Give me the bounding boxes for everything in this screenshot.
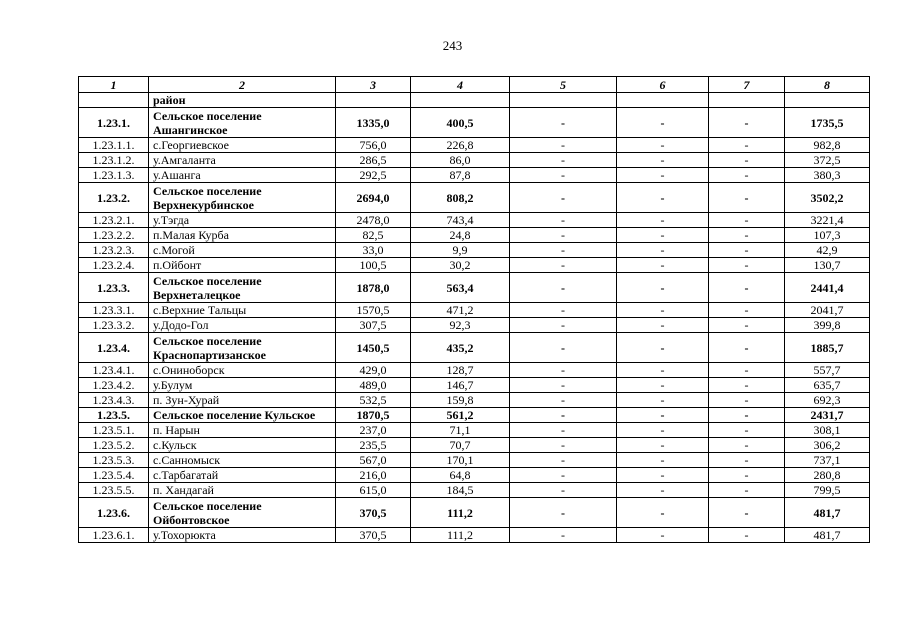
row-code: 1.23.1.	[79, 108, 149, 138]
row-code: 1.23.2.	[79, 183, 149, 213]
row-name: у.Амгаланта	[149, 153, 336, 168]
value-col-8: 380,3	[785, 168, 870, 183]
value-col-3: 307,5	[336, 318, 411, 333]
value-col-3: 235,5	[336, 438, 411, 453]
value-col-8: 1735,5	[785, 108, 870, 138]
row-code	[79, 93, 149, 108]
row-name: у.Тохорюкта	[149, 528, 336, 543]
row-code: 1.23.1.3.	[79, 168, 149, 183]
value-col-3: 2694,0	[336, 183, 411, 213]
value-col-8: 2441,4	[785, 273, 870, 303]
row-name: п. Зун-Хурай	[149, 393, 336, 408]
value-col-4: 471,2	[411, 303, 510, 318]
value-col-6: -	[617, 108, 709, 138]
value-col-6: -	[617, 453, 709, 468]
value-col-5: -	[510, 528, 617, 543]
data-table	[78, 76, 870, 543]
value-col-6: -	[617, 528, 709, 543]
row-name: Сельское поселение Ойбонтовское	[149, 498, 336, 528]
value-col-3: 370,5	[336, 498, 411, 528]
value-col-6: -	[617, 138, 709, 153]
value-col-4: 87,8	[411, 168, 510, 183]
value-col-4: 111,2	[411, 498, 510, 528]
value-col-7: -	[709, 483, 785, 498]
value-col-4: 111,2	[411, 528, 510, 543]
row-code: 1.23.2.2.	[79, 228, 149, 243]
value-col-5	[510, 93, 617, 108]
value-col-8: 481,7	[785, 528, 870, 543]
settlement-total-row	[79, 273, 870, 303]
value-col-8: 42,9	[785, 243, 870, 258]
table-row	[79, 228, 870, 243]
value-col-8	[785, 93, 870, 108]
value-col-5: -	[510, 183, 617, 213]
row-code: 1.23.4.	[79, 333, 149, 363]
value-col-7: -	[709, 528, 785, 543]
value-col-5: -	[510, 453, 617, 468]
row-code: 1.23.5.	[79, 408, 149, 423]
value-col-7	[709, 93, 785, 108]
value-col-6: -	[617, 378, 709, 393]
value-col-6: -	[617, 183, 709, 213]
row-name: с.Тарбагатай	[149, 468, 336, 483]
value-col-4: 71,1	[411, 423, 510, 438]
table-row	[79, 318, 870, 333]
row-name: Сельское поселение Кульское	[149, 408, 336, 423]
column-header: 2	[149, 77, 336, 93]
value-col-6: -	[617, 393, 709, 408]
row-code: 1.23.3.1.	[79, 303, 149, 318]
row-name: Сельское поселение Верхнекурбинское	[149, 183, 336, 213]
row-name: п. Хандагай	[149, 483, 336, 498]
value-col-8: 1885,7	[785, 333, 870, 363]
value-col-3: 100,5	[336, 258, 411, 273]
value-col-7: -	[709, 333, 785, 363]
row-name: Сельское поселение Верхнеталецкое	[149, 273, 336, 303]
value-col-6: -	[617, 153, 709, 168]
value-col-8: 107,3	[785, 228, 870, 243]
row-name: Сельское поселение Ашангинское	[149, 108, 336, 138]
value-col-4: 170,1	[411, 453, 510, 468]
value-col-6: -	[617, 213, 709, 228]
value-col-6	[617, 93, 709, 108]
value-col-8: 481,7	[785, 498, 870, 528]
value-col-5: -	[510, 318, 617, 333]
value-col-8: 692,3	[785, 393, 870, 408]
row-code: 1.23.4.3.	[79, 393, 149, 408]
value-col-5: -	[510, 273, 617, 303]
row-code: 1.23.2.1.	[79, 213, 149, 228]
row-name: у.Тэгда	[149, 213, 336, 228]
row-name: п.Ойбонт	[149, 258, 336, 273]
row-name: с.Кульск	[149, 438, 336, 453]
value-col-4: 86,0	[411, 153, 510, 168]
value-col-4: 400,5	[411, 108, 510, 138]
table-row	[79, 468, 870, 483]
value-col-6: -	[617, 303, 709, 318]
value-col-3: 1870,5	[336, 408, 411, 423]
table-row	[79, 213, 870, 228]
value-col-5: -	[510, 423, 617, 438]
value-col-4: 808,2	[411, 183, 510, 213]
value-col-8: 372,5	[785, 153, 870, 168]
value-col-4	[411, 93, 510, 108]
row-code: 1.23.2.4.	[79, 258, 149, 273]
value-col-6: -	[617, 333, 709, 363]
row-code: 1.23.1.1.	[79, 138, 149, 153]
value-col-5: -	[510, 393, 617, 408]
value-col-8: 557,7	[785, 363, 870, 378]
value-col-4: 435,2	[411, 333, 510, 363]
value-col-5: -	[510, 303, 617, 318]
value-col-8: 737,1	[785, 453, 870, 468]
value-col-5: -	[510, 213, 617, 228]
value-col-5: -	[510, 483, 617, 498]
value-col-4: 92,3	[411, 318, 510, 333]
row-code: 1.23.4.1.	[79, 363, 149, 378]
table-row	[79, 138, 870, 153]
value-col-4: 9,9	[411, 243, 510, 258]
value-col-6: -	[617, 228, 709, 243]
value-col-4: 743,4	[411, 213, 510, 228]
value-col-4: 64,8	[411, 468, 510, 483]
value-col-7: -	[709, 378, 785, 393]
value-col-5: -	[510, 333, 617, 363]
value-col-6: -	[617, 273, 709, 303]
row-code: 1.23.5.4.	[79, 468, 149, 483]
value-col-8: 3502,2	[785, 183, 870, 213]
row-name: с.Санномыск	[149, 453, 336, 468]
value-col-8: 2041,7	[785, 303, 870, 318]
value-col-6: -	[617, 423, 709, 438]
value-col-5: -	[510, 258, 617, 273]
value-col-5: -	[510, 438, 617, 453]
table-row	[79, 168, 870, 183]
row-name: у.Ашанга	[149, 168, 336, 183]
value-col-3: 429,0	[336, 363, 411, 378]
row-code: 1.23.6.1.	[79, 528, 149, 543]
value-col-8: 3221,4	[785, 213, 870, 228]
value-col-3: 532,5	[336, 393, 411, 408]
value-col-7: -	[709, 408, 785, 423]
value-col-5: -	[510, 363, 617, 378]
table-row	[79, 153, 870, 168]
table-row	[79, 378, 870, 393]
value-col-7: -	[709, 423, 785, 438]
value-col-8: 2431,7	[785, 408, 870, 423]
value-col-7: -	[709, 228, 785, 243]
row-name: у.Булум	[149, 378, 336, 393]
value-col-3: 756,0	[336, 138, 411, 153]
value-col-6: -	[617, 483, 709, 498]
value-col-5: -	[510, 498, 617, 528]
settlement-total-row	[79, 108, 870, 138]
value-col-7: -	[709, 273, 785, 303]
row-code: 1.23.5.3.	[79, 453, 149, 468]
value-col-5: -	[510, 408, 617, 423]
value-col-6: -	[617, 318, 709, 333]
table-row	[79, 438, 870, 453]
value-col-7: -	[709, 393, 785, 408]
value-col-3: 286,5	[336, 153, 411, 168]
value-col-4: 128,7	[411, 363, 510, 378]
value-col-8: 799,5	[785, 483, 870, 498]
value-col-6: -	[617, 243, 709, 258]
row-code: 1.23.5.1.	[79, 423, 149, 438]
column-header: 8	[785, 77, 870, 93]
row-name: у.Додо-Гол	[149, 318, 336, 333]
value-col-5: -	[510, 153, 617, 168]
value-col-3: 82,5	[336, 228, 411, 243]
value-col-6: -	[617, 408, 709, 423]
row-name: п.Малая Курба	[149, 228, 336, 243]
value-col-4: 24,8	[411, 228, 510, 243]
value-col-3: 1335,0	[336, 108, 411, 138]
row-code: 1.23.5.5.	[79, 483, 149, 498]
value-col-7: -	[709, 183, 785, 213]
row-name: с.Онинoборск	[149, 363, 336, 378]
value-col-7: -	[709, 318, 785, 333]
value-col-6: -	[617, 363, 709, 378]
value-col-8: 130,7	[785, 258, 870, 273]
header-row	[79, 77, 870, 93]
value-col-5: -	[510, 168, 617, 183]
value-col-7: -	[709, 138, 785, 153]
row-code: 1.23.3.	[79, 273, 149, 303]
row-name: Сельское поселение Краснопартизанское	[149, 333, 336, 363]
value-col-5: -	[510, 138, 617, 153]
table-row	[79, 243, 870, 258]
value-col-4: 563,4	[411, 273, 510, 303]
table-row	[79, 303, 870, 318]
table-row	[79, 423, 870, 438]
value-col-5: -	[510, 468, 617, 483]
column-header: 4	[411, 77, 510, 93]
value-col-5: -	[510, 108, 617, 138]
table-row	[79, 483, 870, 498]
column-header: 6	[617, 77, 709, 93]
value-col-8: 308,1	[785, 423, 870, 438]
value-col-3: 1570,5	[336, 303, 411, 318]
settlement-total-row	[79, 498, 870, 528]
value-col-5: -	[510, 228, 617, 243]
value-col-6: -	[617, 168, 709, 183]
value-col-5: -	[510, 243, 617, 258]
value-col-7: -	[709, 453, 785, 468]
column-header: 7	[709, 77, 785, 93]
value-col-7: -	[709, 108, 785, 138]
value-col-3: 567,0	[336, 453, 411, 468]
value-col-6: -	[617, 438, 709, 453]
value-col-3	[336, 93, 411, 108]
value-col-3: 489,0	[336, 378, 411, 393]
settlement-total-row	[79, 408, 870, 423]
value-col-8: 399,8	[785, 318, 870, 333]
value-col-3: 370,5	[336, 528, 411, 543]
row-name: район	[149, 93, 336, 108]
settlement-total-row	[79, 183, 870, 213]
row-code: 1.23.6.	[79, 498, 149, 528]
value-col-4: 561,2	[411, 408, 510, 423]
value-col-6: -	[617, 498, 709, 528]
value-col-4: 184,5	[411, 483, 510, 498]
value-col-7: -	[709, 258, 785, 273]
row-name: с.Верхние Тальцы	[149, 303, 336, 318]
value-col-7: -	[709, 468, 785, 483]
row-code: 1.23.3.2.	[79, 318, 149, 333]
value-col-7: -	[709, 213, 785, 228]
value-col-4: 30,2	[411, 258, 510, 273]
value-col-3: 216,0	[336, 468, 411, 483]
settlement-total-row	[79, 333, 870, 363]
value-col-3: 2478,0	[336, 213, 411, 228]
value-col-7: -	[709, 303, 785, 318]
value-col-6: -	[617, 258, 709, 273]
value-col-4: 159,8	[411, 393, 510, 408]
value-col-7: -	[709, 363, 785, 378]
column-header: 1	[79, 77, 149, 93]
value-col-3: 33,0	[336, 243, 411, 258]
value-col-3: 292,5	[336, 168, 411, 183]
page-number: 243	[442, 38, 463, 53]
value-col-4: 70,7	[411, 438, 510, 453]
value-col-8: 635,7	[785, 378, 870, 393]
value-col-3: 237,0	[336, 423, 411, 438]
value-col-4: 146,7	[411, 378, 510, 393]
value-col-3: 1878,0	[336, 273, 411, 303]
row-code: 1.23.1.2.	[79, 153, 149, 168]
value-col-5: -	[510, 378, 617, 393]
table-row	[79, 363, 870, 378]
table-body	[79, 93, 870, 543]
value-col-6: -	[617, 468, 709, 483]
table-row	[79, 393, 870, 408]
row-code: 1.23.5.2.	[79, 438, 149, 453]
row-code: 1.23.2.3.	[79, 243, 149, 258]
column-header: 5	[510, 77, 617, 93]
value-col-7: -	[709, 168, 785, 183]
table-row	[79, 258, 870, 273]
table-row	[79, 453, 870, 468]
row-code: 1.23.4.2.	[79, 378, 149, 393]
value-col-8: 982,8	[785, 138, 870, 153]
settlement-total-row	[79, 93, 870, 108]
column-header: 3	[336, 77, 411, 93]
value-col-7: -	[709, 153, 785, 168]
table-row	[79, 528, 870, 543]
value-col-8: 306,2	[785, 438, 870, 453]
value-col-7: -	[709, 438, 785, 453]
row-name: с.Георгиевское	[149, 138, 336, 153]
value-col-3: 615,0	[336, 483, 411, 498]
value-col-7: -	[709, 243, 785, 258]
row-name: с.Могой	[149, 243, 336, 258]
value-col-8: 280,8	[785, 468, 870, 483]
value-col-4: 226,8	[411, 138, 510, 153]
value-col-7: -	[709, 498, 785, 528]
value-col-3: 1450,5	[336, 333, 411, 363]
row-name: п. Нарын	[149, 423, 336, 438]
